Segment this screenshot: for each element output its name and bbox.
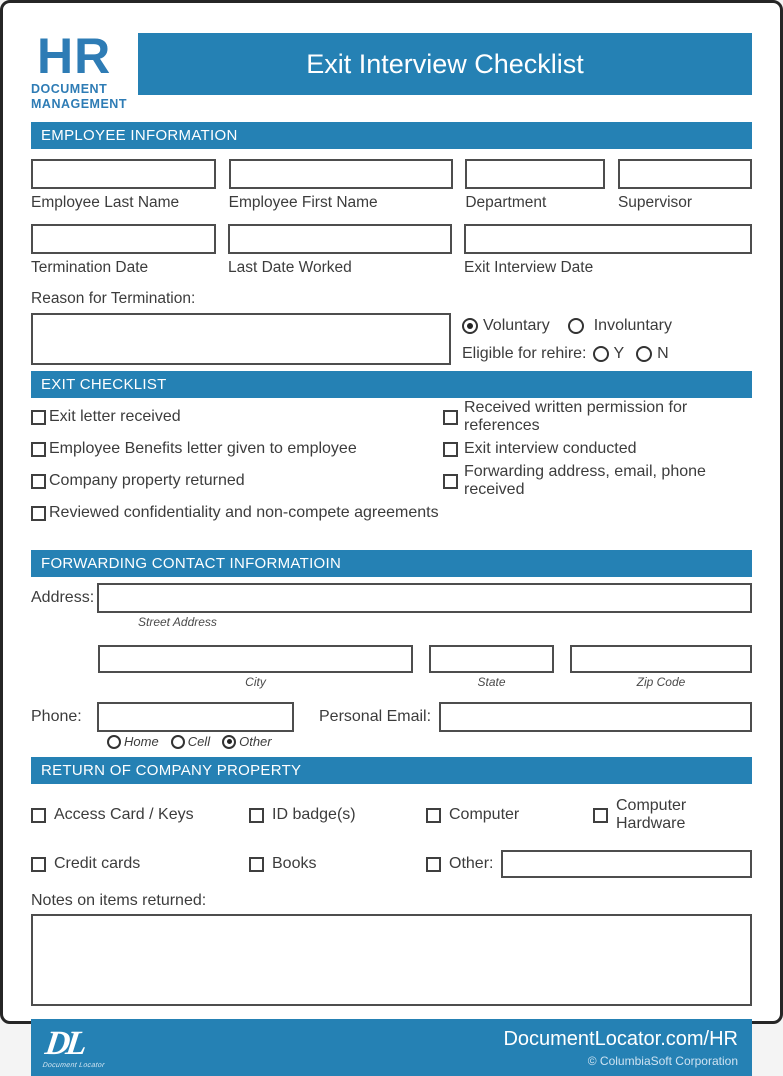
checklist-item-label: Exit letter received [49, 408, 181, 425]
field-group [229, 159, 453, 212]
cell-radio[interactable] [171, 735, 185, 749]
field-group [98, 645, 413, 689]
employee-name-row [31, 159, 752, 212]
street-address-label: Street Address [138, 615, 217, 629]
computer-hardware-checkbox[interactable] [593, 808, 608, 823]
phone-label: Phone: [31, 708, 82, 725]
exit-interview-conducted-checkbox[interactable] [443, 442, 458, 457]
property-item-label: ID badge(s) [272, 806, 356, 823]
section-return-of-company-property: RETURN OF COMPANY PROPERTY [31, 757, 752, 784]
property-item [249, 855, 426, 873]
benefits-letter-checkbox[interactable] [31, 442, 46, 457]
footer-text-block [503, 1028, 738, 1068]
property-item-label: Computer Hardware [616, 797, 687, 832]
phone-input[interactable] [97, 702, 294, 732]
personal-email-input[interactable] [439, 702, 752, 732]
checklist-item [443, 399, 752, 434]
forwarding-info-received-checkbox[interactable] [443, 474, 458, 489]
footer-copyright: © ColumbiaSoft Corporation [587, 1053, 738, 1068]
dl-logo-subtext: Document Locator [42, 1061, 106, 1069]
checklist-item-label: Received written permission for references [464, 399, 688, 434]
home-radio[interactable] [107, 735, 121, 749]
phone-email-row [31, 702, 752, 749]
hr-logo-line1: DOCUMENT [31, 82, 108, 96]
address-label: Address: [31, 589, 95, 606]
exit-interview-date-label: Exit Interview Date [464, 259, 594, 276]
eligible-for-rehire-label: Eligible for rehire: [462, 345, 587, 362]
other-phone-radio[interactable] [222, 735, 236, 749]
field-group [228, 224, 452, 277]
rehire-no-label: N [657, 345, 669, 362]
zip-code-label: Zip Code [636, 675, 686, 689]
property-item-label: Books [272, 855, 317, 872]
checklist-item [31, 471, 443, 491]
employee-last-name-label: Employee Last Name [31, 194, 180, 211]
other-phone-label: Other [239, 734, 272, 749]
notes-on-items-returned-label: Notes on items returned: [31, 892, 207, 909]
city-input[interactable] [98, 645, 413, 673]
field-group [31, 159, 216, 212]
checklist-item [31, 503, 443, 523]
footer-bar [31, 1019, 752, 1076]
home-label: Home [124, 734, 159, 749]
phone-type-radios [107, 734, 294, 749]
property-item [31, 855, 249, 873]
employee-first-name-input[interactable] [229, 159, 453, 189]
termination-date-input[interactable] [31, 224, 216, 254]
state-label: State [477, 675, 506, 689]
exit-checklist-grid [31, 399, 752, 535]
supervisor-input[interactable] [618, 159, 752, 189]
eligible-for-rehire-group [462, 345, 752, 363]
other-property-checkbox[interactable] [426, 857, 441, 872]
termination-type-group [462, 313, 752, 365]
confidentiality-agreements-checkbox[interactable] [31, 506, 46, 521]
department-input[interactable] [465, 159, 605, 189]
checklist-item [443, 463, 752, 498]
property-row-1 [31, 797, 752, 833]
other-property-label: Other: [449, 855, 494, 872]
checklist-item [31, 407, 443, 427]
reason-row [31, 313, 752, 365]
property-item [31, 806, 249, 824]
reason-for-termination-label: Reason for Termination: [31, 290, 196, 307]
termination-date-label: Termination Date [31, 259, 149, 276]
phone-type-cell [171, 734, 210, 749]
hr-logo-text: HR [37, 28, 112, 84]
termination-type-radios [462, 317, 752, 335]
hr-document-management-logo [31, 28, 138, 111]
dl-logo-letters: DL [43, 1024, 86, 1062]
hr-logo-line2: MANAGEMENT [31, 96, 127, 111]
exit-checklist-right-column [443, 399, 752, 535]
access-card-keys-checkbox[interactable] [31, 808, 46, 823]
property-item-label: Access Card / Keys [54, 806, 194, 823]
footer-url: DocumentLocator.com/HR [503, 1027, 738, 1050]
notes-on-items-returned-input[interactable] [31, 914, 752, 1006]
field-group [31, 224, 216, 277]
checklist-item-label: Company property returned [49, 472, 245, 489]
personal-email-label: Personal Email: [319, 708, 432, 725]
checklist-item [31, 439, 443, 459]
id-badges-checkbox[interactable] [249, 808, 264, 823]
property-row-2 [31, 850, 752, 878]
page-title: Exit Interview Checklist [138, 33, 752, 95]
last-date-worked-input[interactable] [228, 224, 452, 254]
exit-interview-date-input[interactable] [464, 224, 752, 254]
phone-type-other [222, 734, 272, 749]
field-group [618, 159, 752, 212]
exit-letter-received-checkbox[interactable] [31, 410, 46, 425]
employee-dates-row [31, 224, 752, 277]
computer-checkbox[interactable] [426, 808, 441, 823]
address-row [31, 583, 752, 613]
section-employee-information: EMPLOYEE INFORMATION [31, 122, 752, 149]
checklist-item-label: Forwarding address, email, phone received [464, 463, 706, 498]
field-group [570, 645, 752, 689]
field-group [465, 159, 605, 212]
rehire-yes-radio[interactable] [593, 346, 609, 362]
phone-type-home [107, 734, 159, 749]
section-exit-checklist: EXIT CHECKLIST [31, 371, 752, 398]
cell-label: Cell [187, 734, 211, 749]
rehire-yes-label: Y [613, 345, 625, 362]
property-item-label: Computer [449, 806, 520, 823]
property-item-label: Credit cards [54, 855, 141, 872]
other-property-input[interactable] [501, 850, 752, 878]
involuntary-radio[interactable] [568, 318, 584, 334]
voluntary-radio[interactable] [462, 318, 478, 334]
property-other-group [426, 850, 752, 878]
checklist-item-label: Employee Benefits letter given to employee [49, 440, 357, 457]
zip-code-input[interactable] [570, 645, 752, 673]
checklist-item-label: Exit interview conducted [464, 440, 637, 457]
rehire-no-radio[interactable] [636, 346, 652, 362]
voluntary-label: Voluntary [483, 317, 550, 334]
references-permission-checkbox[interactable] [443, 410, 458, 425]
document-locator-logo [42, 1024, 110, 1069]
property-item [593, 797, 752, 833]
city-state-zip-row [98, 645, 752, 689]
phone-field-group [97, 702, 294, 749]
checklist-item [443, 439, 752, 459]
property-item [249, 806, 426, 824]
property-item [426, 806, 593, 824]
last-date-worked-label: Last Date Worked [228, 259, 352, 276]
form-header [31, 28, 752, 111]
checklist-item-label: Reviewed confidentiality and non-compete agreements [49, 504, 439, 521]
employee-last-name-input[interactable] [31, 159, 216, 189]
involuntary-label: Involuntary [593, 317, 672, 334]
city-label: City [245, 675, 266, 689]
books-checkbox[interactable] [249, 857, 264, 872]
street-address-input[interactable] [97, 583, 752, 613]
employee-first-name-label: Employee First Name [228, 194, 378, 211]
field-group [464, 224, 752, 277]
section-forwarding-contact: FORWARDING CONTACT INFORMATIOIN [31, 550, 752, 577]
credit-cards-checkbox[interactable] [31, 857, 46, 872]
state-input[interactable] [429, 645, 554, 673]
field-group [429, 645, 554, 689]
department-label: Department [465, 194, 547, 211]
exit-checklist-left-column [31, 407, 443, 535]
company-property-returned-checkbox[interactable] [31, 474, 46, 489]
supervisor-label: Supervisor [617, 194, 693, 211]
reason-for-termination-input[interactable] [31, 313, 451, 365]
